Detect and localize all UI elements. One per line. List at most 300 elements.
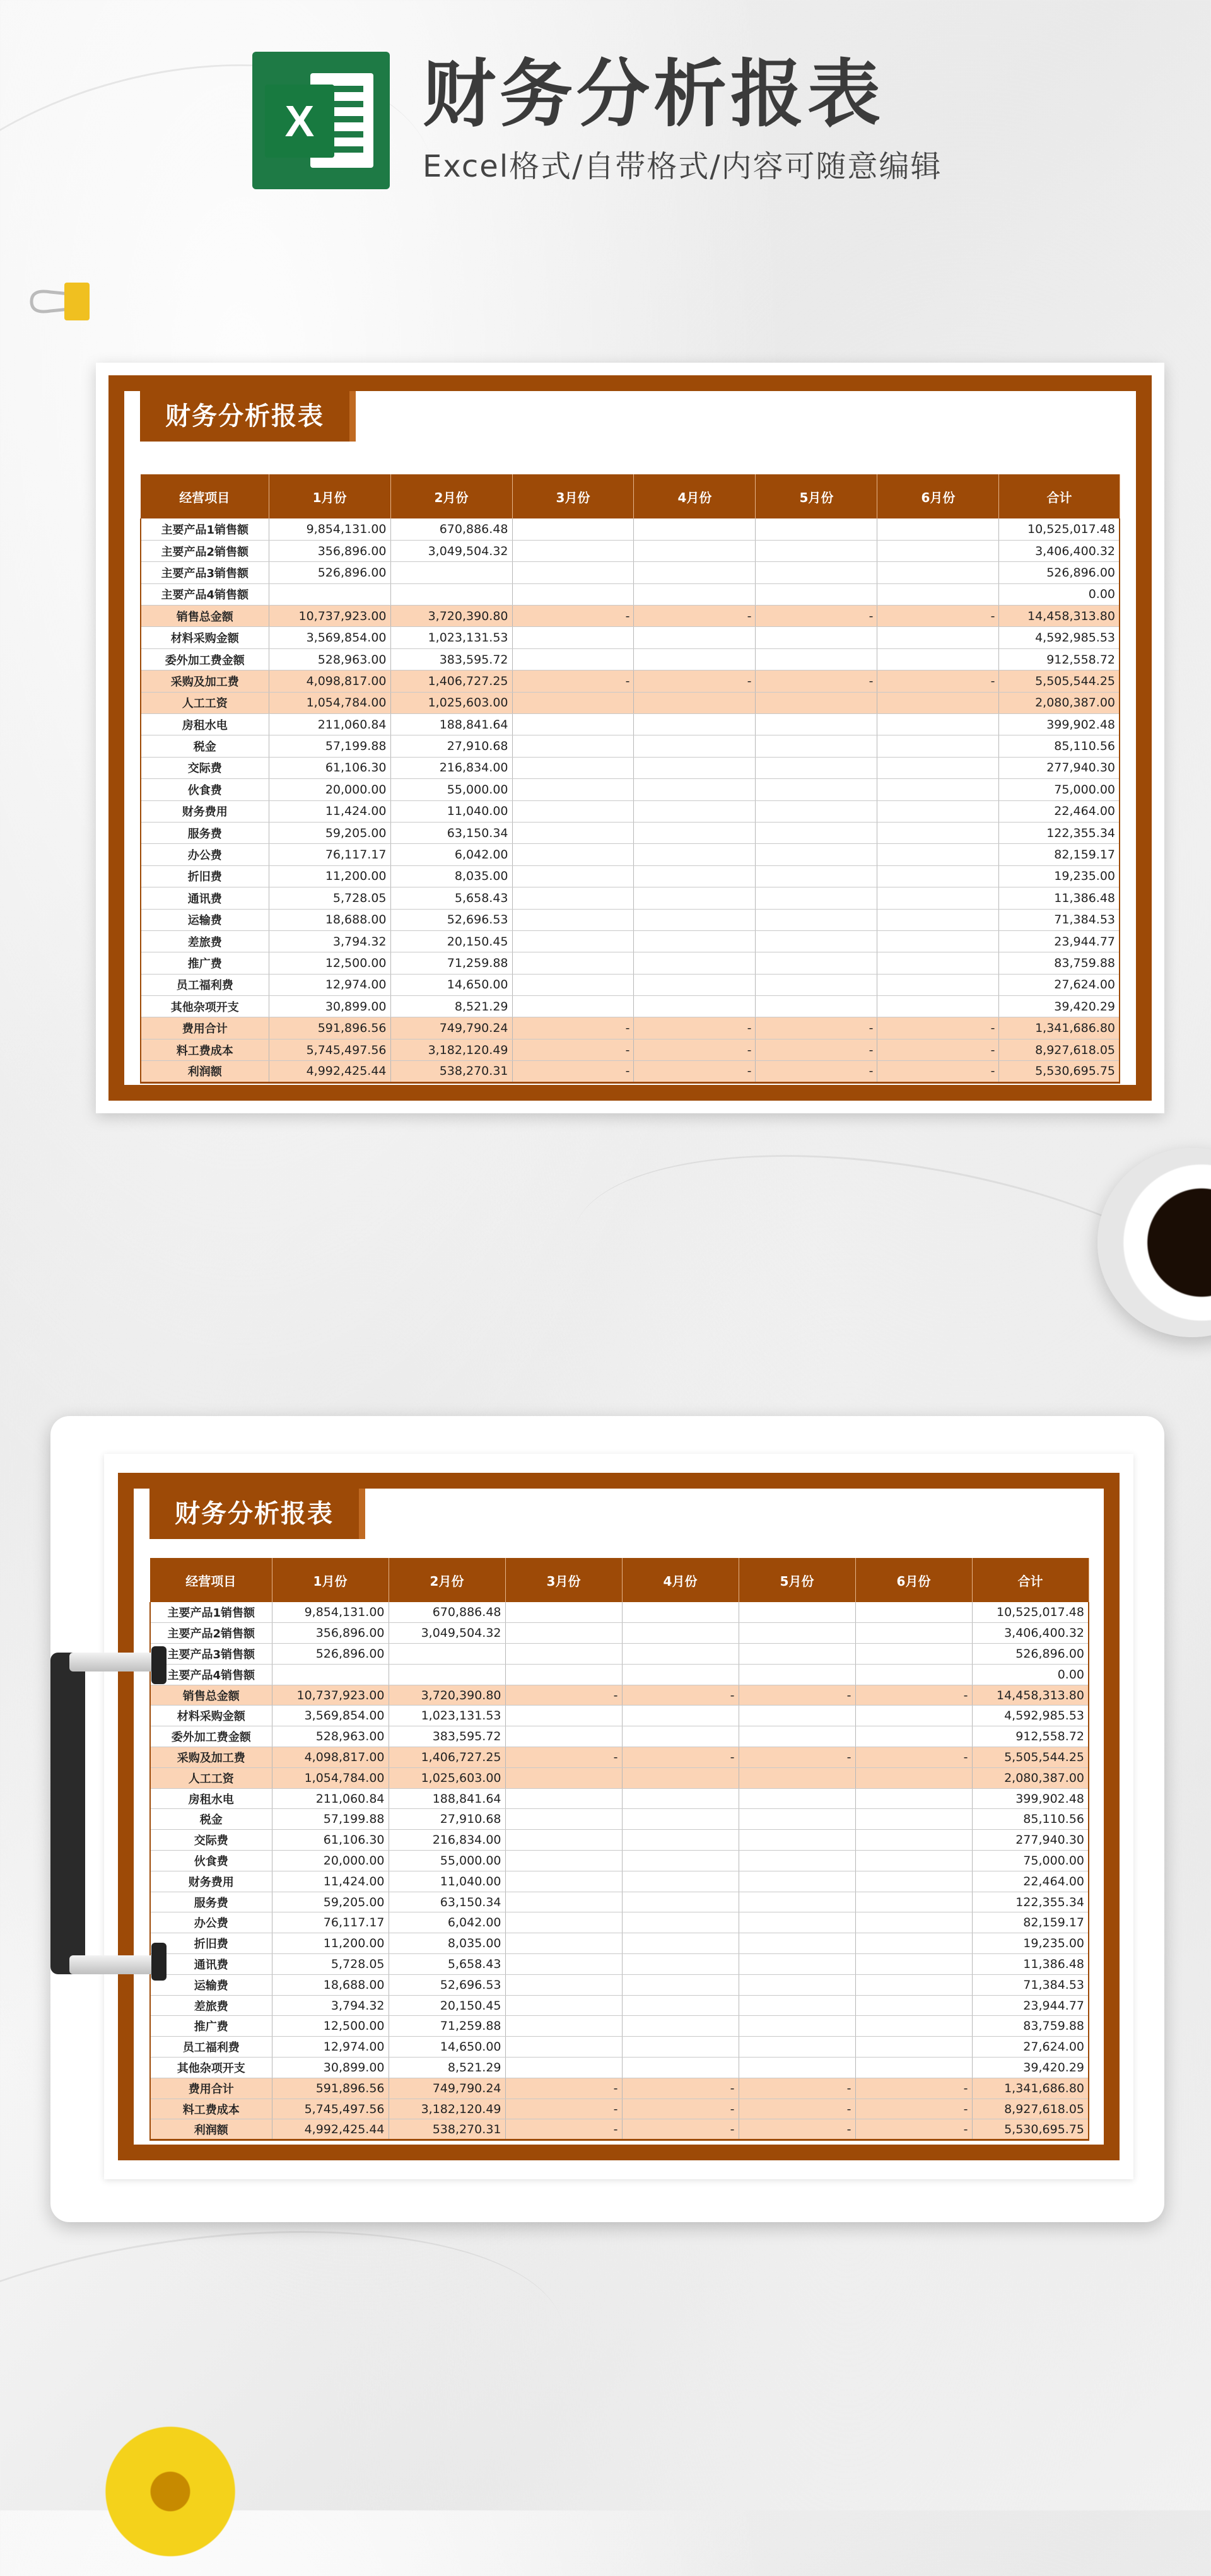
table-cell: 71,259.88 [389, 2016, 505, 2037]
table-cell: - [512, 606, 634, 627]
table-cell [622, 1809, 739, 1830]
table-cell [272, 1664, 389, 1685]
table-cell: 85,110.56 [999, 735, 1120, 757]
row-label: 主要产品4销售额 [150, 1664, 272, 1685]
row-label: 办公费 [141, 844, 269, 865]
column-header: 合计 [972, 1558, 1089, 1602]
table-row [141, 800, 1120, 822]
table-cell: 63,150.34 [389, 1892, 505, 1912]
table-row [141, 865, 1120, 887]
table-cell [756, 540, 877, 561]
table-cell [634, 822, 756, 843]
table-cell: 6,042.00 [390, 844, 512, 865]
row-label: 服务费 [150, 1892, 272, 1912]
table-cell: 4,592,985.53 [972, 1706, 1089, 1726]
table-cell [622, 1892, 739, 1912]
table-cell: 3,794.32 [272, 1995, 389, 2016]
column-header: 5月份 [739, 1558, 855, 1602]
table-cell: 216,834.00 [390, 757, 512, 778]
table-cell [622, 1933, 739, 1954]
table-cell: 52,696.53 [390, 909, 512, 930]
report-card-primary [96, 363, 1164, 1113]
table-row [150, 1706, 1089, 1726]
table-cell [756, 714, 877, 735]
table-cell: 399,902.48 [972, 1788, 1089, 1809]
table-row [150, 1995, 1089, 2016]
row-label: 主要产品2销售额 [141, 540, 269, 561]
table-cell [877, 996, 999, 1017]
table-cell: - [505, 2099, 622, 2119]
table-cell: 3,569,854.00 [269, 627, 390, 648]
table-cell: 27,910.68 [390, 735, 512, 757]
table-cell: 538,270.31 [389, 2119, 505, 2140]
table-row [150, 2078, 1089, 2099]
table-cell [622, 1974, 739, 1995]
report-frame [108, 375, 1152, 1101]
table-cell [756, 562, 877, 583]
page-subtitle: Excel格式/自带格式/内容可随意编辑 [423, 149, 942, 184]
table-cell [622, 1602, 739, 1623]
table-cell: 538,270.31 [390, 1061, 512, 1082]
table-cell: - [756, 1039, 877, 1060]
table-row [141, 670, 1120, 692]
table-row [150, 1809, 1089, 1830]
table-cell [855, 1892, 972, 1912]
table-cell: 57,199.88 [272, 1809, 389, 1830]
table-cell [512, 648, 634, 670]
column-header: 经营项目 [150, 1558, 272, 1602]
table-cell: 591,896.56 [269, 1017, 390, 1039]
table-cell: - [622, 2099, 739, 2119]
table-cell [739, 1809, 855, 1830]
table-cell: 20,000.00 [272, 1851, 389, 1871]
table-cell: 1,406,727.25 [389, 1747, 505, 1768]
row-label: 主要产品3销售额 [150, 1644, 272, 1665]
table-row [150, 1974, 1089, 1995]
table-cell [622, 1726, 739, 1747]
table-cell: 71,384.53 [999, 909, 1120, 930]
table-cell [756, 909, 877, 930]
table-cell: 2,080,387.00 [999, 692, 1120, 713]
table-cell [622, 1871, 739, 1892]
table-cell [505, 2016, 622, 2037]
table-cell: - [634, 1061, 756, 1082]
table-cell [512, 952, 634, 974]
table-cell [634, 930, 756, 952]
table-cell [756, 800, 877, 822]
table-row [141, 930, 1120, 952]
table-cell: 9,854,131.00 [269, 518, 390, 540]
table-cell: 14,458,313.80 [972, 1685, 1089, 1706]
table-cell [390, 562, 512, 583]
table-row [141, 606, 1120, 627]
table-cell [634, 518, 756, 540]
table-row [141, 909, 1120, 930]
clipboard-clip-knob [151, 1646, 167, 1684]
row-label: 通讯费 [141, 887, 269, 909]
table-row [141, 757, 1120, 778]
table-cell [622, 1706, 739, 1726]
table-cell [855, 1664, 972, 1685]
table-cell: - [756, 1017, 877, 1039]
table-cell: 0.00 [972, 1664, 1089, 1685]
table-cell: 10,525,017.48 [999, 518, 1120, 540]
table-cell: - [505, 2119, 622, 2140]
table-cell [855, 1974, 972, 1995]
table-cell [756, 996, 877, 1017]
table-cell [634, 583, 756, 605]
table-cell: 122,355.34 [999, 822, 1120, 843]
table-row [141, 996, 1120, 1017]
table-cell [877, 518, 999, 540]
table-cell: 3,182,120.49 [390, 1039, 512, 1060]
table-cell [512, 518, 634, 540]
row-label: 差旅费 [150, 1995, 272, 2016]
table-cell: 4,992,425.44 [272, 2119, 389, 2140]
table-cell: 526,896.00 [272, 1644, 389, 1665]
table-cell: 12,500.00 [272, 2016, 389, 2037]
table-row [141, 974, 1120, 995]
table-row [141, 779, 1120, 800]
table-cell: 10,525,017.48 [972, 1602, 1089, 1623]
table-cell [877, 735, 999, 757]
table-cell [739, 1933, 855, 1954]
table-cell: 3,049,504.32 [390, 540, 512, 561]
table-cell [855, 2037, 972, 2058]
table-cell: 749,790.24 [390, 1017, 512, 1039]
table-cell: 82,159.17 [972, 1912, 1089, 1933]
table-cell: 85,110.56 [972, 1809, 1089, 1830]
table-cell [512, 583, 634, 605]
row-label: 办公费 [150, 1912, 272, 1933]
table-cell [739, 1912, 855, 1933]
row-label: 人工工资 [150, 1767, 272, 1788]
table-cell: - [877, 606, 999, 627]
table-cell [756, 627, 877, 648]
table-cell [512, 562, 634, 583]
table-cell: 1,341,686.80 [972, 2078, 1089, 2099]
table-cell: 5,658.43 [389, 1954, 505, 1975]
table-cell: 14,650.00 [390, 974, 512, 995]
table-cell: 82,159.17 [999, 844, 1120, 865]
table-cell: 39,420.29 [972, 2058, 1089, 2078]
table-cell: 277,940.30 [972, 1830, 1089, 1851]
table-cell [634, 735, 756, 757]
report-frame [118, 1473, 1120, 2160]
table-cell: 61,106.30 [272, 1830, 389, 1851]
table-cell: - [855, 2078, 972, 2099]
table-row [150, 1664, 1089, 1685]
table-cell [739, 1954, 855, 1975]
table-cell [512, 822, 634, 843]
table-cell [634, 844, 756, 865]
row-label: 推广费 [150, 2016, 272, 2037]
table-cell: - [512, 1061, 634, 1082]
row-label: 料工费成本 [141, 1039, 269, 1060]
table-cell: 39,420.29 [999, 996, 1120, 1017]
row-label: 员工福利费 [141, 974, 269, 995]
table-cell [634, 909, 756, 930]
table-cell: 76,117.17 [269, 844, 390, 865]
table-cell: - [739, 1685, 855, 1706]
row-label: 运输费 [150, 1974, 272, 1995]
table-cell: 5,728.05 [269, 887, 390, 909]
table-cell [389, 1664, 505, 1685]
marble-vein [0, 2188, 584, 2576]
table-cell [855, 2058, 972, 2078]
table-cell [877, 627, 999, 648]
table-cell: 20,150.45 [390, 930, 512, 952]
table-cell: 63,150.34 [390, 822, 512, 843]
table-cell: - [877, 1039, 999, 1060]
table-cell [855, 1602, 972, 1623]
table-cell [505, 1706, 622, 1726]
table-cell [512, 540, 634, 561]
table-cell [622, 1623, 739, 1644]
table-cell: 20,000.00 [269, 779, 390, 800]
row-label: 税金 [150, 1809, 272, 1830]
table-cell [512, 735, 634, 757]
clipboard-clip-arm [69, 1955, 164, 1974]
table-cell [877, 844, 999, 865]
table-cell [622, 1664, 739, 1685]
table-row [150, 1912, 1089, 1933]
table-cell: - [634, 1017, 756, 1039]
table-cell [877, 909, 999, 930]
table-cell [855, 1767, 972, 1788]
table-cell: 9,854,131.00 [272, 1602, 389, 1623]
table-cell: 670,886.48 [390, 518, 512, 540]
row-label: 主要产品1销售额 [141, 518, 269, 540]
table-row [141, 844, 1120, 865]
table-cell: 277,940.30 [999, 757, 1120, 778]
table-cell [739, 1767, 855, 1788]
clipboard-clip-knob [151, 1943, 167, 1981]
table-cell [634, 887, 756, 909]
table-cell: 188,841.64 [389, 1788, 505, 1809]
table-cell [512, 779, 634, 800]
table-cell: 55,000.00 [390, 779, 512, 800]
table-cell [739, 1851, 855, 1871]
table-cell [855, 1954, 972, 1975]
row-label: 料工费成本 [150, 2099, 272, 2119]
row-label: 房租水电 [150, 1788, 272, 1809]
table-cell: 1,023,131.53 [389, 1706, 505, 1726]
table-cell: 75,000.00 [972, 1851, 1089, 1871]
table-cell [512, 887, 634, 909]
table-row [141, 714, 1120, 735]
table-cell [877, 974, 999, 995]
table-cell [634, 865, 756, 887]
row-label: 材料采购金额 [150, 1706, 272, 1726]
table-cell: 8,927,618.05 [999, 1039, 1120, 1060]
table-cell: 5,530,695.75 [999, 1061, 1120, 1082]
table-cell [505, 1871, 622, 1892]
table-cell [756, 779, 877, 800]
table-cell [634, 562, 756, 583]
table-cell: 1,025,603.00 [390, 692, 512, 713]
clipboard-clip-arm [69, 1653, 164, 1671]
table-cell [739, 1974, 855, 1995]
table-row [141, 583, 1120, 605]
table-cell: 4,592,985.53 [999, 627, 1120, 648]
binder-clip-icon [25, 276, 95, 327]
table-cell: - [512, 1039, 634, 1060]
report-tab-title: 财务分析报表 [149, 1489, 359, 1539]
column-header: 6月份 [877, 474, 999, 518]
table-cell: 27,624.00 [999, 974, 1120, 995]
table-cell: 8,927,618.05 [972, 2099, 1089, 2119]
table-cell [634, 540, 756, 561]
table-cell: 591,896.56 [272, 2078, 389, 2099]
table-cell [739, 1871, 855, 1892]
table-cell: 12,974.00 [269, 974, 390, 995]
table-cell: 14,458,313.80 [999, 606, 1120, 627]
column-header: 5月份 [756, 474, 877, 518]
table-row [150, 1623, 1089, 1644]
table-row [141, 822, 1120, 843]
table-cell: 11,386.48 [972, 1954, 1089, 1975]
table-row [150, 1830, 1089, 1851]
table-cell [512, 909, 634, 930]
table-cell [855, 1830, 972, 1851]
table-row [150, 1851, 1089, 1871]
table-cell: 5,745,497.56 [272, 2099, 389, 2119]
column-header: 4月份 [634, 474, 756, 518]
table-cell: 5,745,497.56 [269, 1039, 390, 1060]
table-cell: 526,896.00 [269, 562, 390, 583]
row-label: 员工福利费 [150, 2037, 272, 2058]
table-cell [756, 844, 877, 865]
table-cell: 3,182,120.49 [389, 2099, 505, 2119]
table-cell: 23,944.77 [999, 930, 1120, 952]
table-cell [622, 1644, 739, 1665]
table-cell: - [877, 670, 999, 692]
table-cell: 3,569,854.00 [272, 1706, 389, 1726]
table-cell [855, 1995, 972, 2016]
table-cell: 2,080,387.00 [972, 1767, 1089, 1788]
table-cell: - [855, 2119, 972, 2140]
row-label: 伙食费 [141, 779, 269, 800]
table-cell [512, 757, 634, 778]
table-cell [739, 1788, 855, 1809]
table-cell [634, 974, 756, 995]
table-cell: 71,384.53 [972, 1974, 1089, 1995]
table-cell [512, 714, 634, 735]
table-cell [756, 822, 877, 843]
row-label: 交际费 [150, 1830, 272, 1851]
table-cell: - [622, 1685, 739, 1706]
table-cell: 83,759.88 [999, 952, 1120, 974]
table-cell: 19,235.00 [972, 1933, 1089, 1954]
table-cell: 749,790.24 [389, 2078, 505, 2099]
table-cell [877, 952, 999, 974]
column-header: 1月份 [272, 1558, 389, 1602]
table-cell: 5,505,544.25 [972, 1747, 1089, 1768]
table-row [150, 1954, 1089, 1975]
table-cell [622, 1995, 739, 2016]
table-cell: - [505, 1747, 622, 1768]
table-cell: - [622, 2078, 739, 2099]
table-cell [877, 822, 999, 843]
column-header: 3月份 [512, 474, 634, 518]
row-label: 服务费 [141, 822, 269, 843]
table-cell: 18,688.00 [272, 1974, 389, 1995]
row-label: 折旧费 [150, 1933, 272, 1954]
table-cell: 356,896.00 [272, 1623, 389, 1644]
table-cell: - [634, 1039, 756, 1060]
row-label: 财务费用 [141, 800, 269, 822]
table-cell: - [512, 1017, 634, 1039]
row-label: 利润额 [150, 2119, 272, 2140]
table-cell: - [512, 670, 634, 692]
table-cell: 59,205.00 [272, 1892, 389, 1912]
table-cell: 3,720,390.80 [390, 606, 512, 627]
table-row [141, 518, 1120, 540]
row-label: 主要产品1销售额 [150, 1602, 272, 1623]
table-cell [634, 714, 756, 735]
row-label: 财务费用 [150, 1871, 272, 1892]
table-cell [877, 800, 999, 822]
table-cell [739, 1892, 855, 1912]
table-cell [855, 1912, 972, 1933]
row-label: 销售总金额 [141, 606, 269, 627]
table-cell [505, 1933, 622, 1954]
row-label: 通讯费 [150, 1954, 272, 1975]
table-cell: 383,595.72 [390, 648, 512, 670]
table-row [150, 2058, 1089, 2078]
row-label: 伙食费 [150, 1851, 272, 1871]
table-cell [622, 1767, 739, 1788]
column-header: 6月份 [855, 1558, 972, 1602]
table-row [150, 1892, 1089, 1912]
table-cell [877, 865, 999, 887]
table-cell [512, 974, 634, 995]
table-row [150, 1767, 1089, 1788]
table-cell [739, 1995, 855, 2016]
row-label: 费用合计 [141, 1017, 269, 1039]
table-cell: 6,042.00 [389, 1912, 505, 1933]
row-label: 税金 [141, 735, 269, 757]
table-cell: 22,464.00 [972, 1871, 1089, 1892]
table-cell [622, 1830, 739, 1851]
table-cell: - [855, 1747, 972, 1768]
table-cell: 19,235.00 [999, 865, 1120, 887]
table-cell: 1,054,784.00 [269, 692, 390, 713]
table-cell [756, 974, 877, 995]
table-cell [505, 2037, 622, 2058]
table-cell: 83,759.88 [972, 2016, 1089, 2037]
table-cell [622, 2058, 739, 2078]
row-label: 委外加工费金额 [141, 648, 269, 670]
table-cell [505, 1664, 622, 1685]
table-cell [505, 1974, 622, 1995]
table-cell [622, 1851, 739, 1871]
table-cell: 11,040.00 [389, 1871, 505, 1892]
table-cell [739, 1664, 855, 1685]
table-cell [634, 757, 756, 778]
table-cell: 5,728.05 [272, 1954, 389, 1975]
table-cell [505, 1830, 622, 1851]
table-cell [756, 757, 877, 778]
table-cell [512, 627, 634, 648]
table-cell: - [634, 670, 756, 692]
table-cell [756, 583, 877, 605]
table-cell [855, 1788, 972, 1809]
table-cell: 20,150.45 [389, 1995, 505, 2016]
clipboard-clip [50, 1653, 85, 1974]
table-cell: 8,035.00 [390, 865, 512, 887]
